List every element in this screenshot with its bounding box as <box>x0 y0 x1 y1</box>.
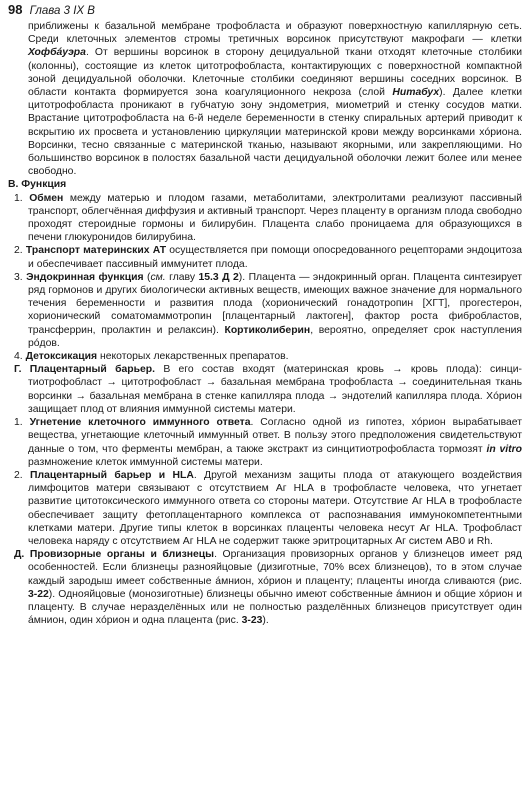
page-body <box>8 20 522 627</box>
section-d-heading: Д. Провизорные органы и близнецы <box>14 549 215 561</box>
term-hofbauer: Хофбáуэра <box>28 47 86 59</box>
term-corticoliberin: Кортиколиберин <box>224 324 311 336</box>
section-v-heading: В. Функция <box>8 179 67 191</box>
figure-reference-2: 3-23 <box>241 615 263 627</box>
page-number: 98 <box>8 2 23 17</box>
chapter-title: Глава 3 IX В <box>29 5 95 17</box>
section-d-paragraph: Д. Провизорные органы и близнецы. Организация провизорных органов у близнецов имеет ряд особенностей. Если близнецы разнояйцовые (дизиготные, 70% всех близнецов), то в этом случае каждый зародыш имеет собственные áмнион, хóрион и плаценту; плаценты иногда сливаются (рис. 3-22). Однояйцовые (монозиготные) близнецы обычно имеют собственные áмнион и общие хóрион и плаценту. В случае неразделённых или не полностью разделённых близнецов присутствует один áмнион, один хóрион и одна плацента (рис. 3-23). <box>14 549 522 627</box>
function-item-1: 1. Обмен между матерью и плодом газами, метаболитами, электролитами реализуют пассивный транспорт, облегчённая диффузия и активный транспорт. Через плаценту в организм плода свободно проходят стероидные гормоны и билирубин. Плацента слабо проницаема для образующихся в печени глюкуронидов билирубина. <box>14 192 523 244</box>
function-item-3: 3. Эндокринная функция (см. главу 15.3 Д 2). Плацента — эндокринный орган. Плацента синтезирует ряд гормонов и других биологически активных веществ, имеющих важное значение для нормального течения беременности и развития плода (хорионический гонадотропин [ХГТ], прогестерон, хорионический соматомаммотропин [плацентарный лактоген], фактор роста фибробластов, трансферрин, пролактин и релаксин). Кортиколиберин, вероятно, определяет срок наступления рóдов. <box>14 271 523 349</box>
page-header <box>8 3 95 17</box>
term-nitabuch: Нитабух <box>392 87 440 99</box>
section-g-paragraph: Г. Плацентарный барьер. В его состав входят (материнская кровь → кровь плода): синцитиотрофобласт → цитотрофобласт → базальная мембрана трофобласта → соединительная ткань ворсинки → базальная мембрана в стенке капилляра плода → эндотелий капилляра плода. Хóрион защищает плод от влияния иммунной системы матери. <box>14 364 522 415</box>
function-item-4: 4. Детоксикация некоторых лекарственных препаратов. <box>14 351 289 363</box>
barrier-item-1: 1. Угнетение клеточного иммунного ответа. Согласно одной из гипотез, хóрион вырабатывает вещества, угнетающие клеточный иммунный ответ. В пользу этого предположения свидетельствуют данные о том, что ферменты мембран, а также экстракт из синцитиотрофобласта тормозят in vitro размножение клеток иммунной системы матери. <box>14 417 523 468</box>
figure-reference-1: 3-22 <box>28 588 49 600</box>
chapter-reference: 15.3 Д 2 <box>198 271 239 283</box>
function-item-2: 2. Транспорт материнских АТ осуществляется при помощи опосредованного рецепторами эндоцитоза и обеспечивает пассивный иммунитет плода. <box>14 245 522 270</box>
term-in-vitro: in vitro <box>486 443 523 455</box>
section-g-heading: Г. Плацентарный барьер. <box>14 364 156 376</box>
barrier-item-2: 2. Плацентарный барьер и HLA. Другой механизм защиты плода от атакующего воздействия лимфоцитов матери связывают с отсутствием Аг HLA в трофобласте человека, что угнетает развитие цитотоксического иммунного ответа со стороны матери. Отсутствие Аг HLA в трофобласте обеспечивает защиту фетоплацентарного комплекса от распознавания иммунокомпетентными клетками матери. Другие типы клеток в ворсинках плаценты человека несут Аг HLA. Трофобласт человека наряду с отсутствием Аг HLA не содержит также эритроцитарных Аг систем АВ0 и Rh. <box>14 469 522 547</box>
intro-paragraph: приближены к базальной мембране трофобласта и образуют поверхностную капиллярную сеть. Среди клеточных элементов стромы третичных ворсинок присутствуют макрофаги — клетки Хофбáуэра. От вершины ворсинок в сторону децидуальной ткани отходят клеточные столбики (колонны), состоящие из клеток цитотрофобласта, контактирующих с поверхностной компактной зоной децидуальной оболочки. Клеточные столбики соединяют вершины соседних ворсинок. В области контакта формируется зона коагуляционного некроза (слой Нитабух). Далее клетки цитотрофобласта проникают в губчатую зону эндометрия, миометрий и стенку сосудов матки. Врастание цитотрофобласта на 6-й неделе беременности в стенку спиральных артерий приводит к вскрытию их просвета и установлению циркуляции материнской крови между ворсинками хóриона. Ворсинки, тесно связанные с материнской тканью, называют якорными, или закрепляющими. Но большинство ворсинок в полостях базальной части децидуальной оболочки лежит более или менее свободно. <box>28 21 522 178</box>
